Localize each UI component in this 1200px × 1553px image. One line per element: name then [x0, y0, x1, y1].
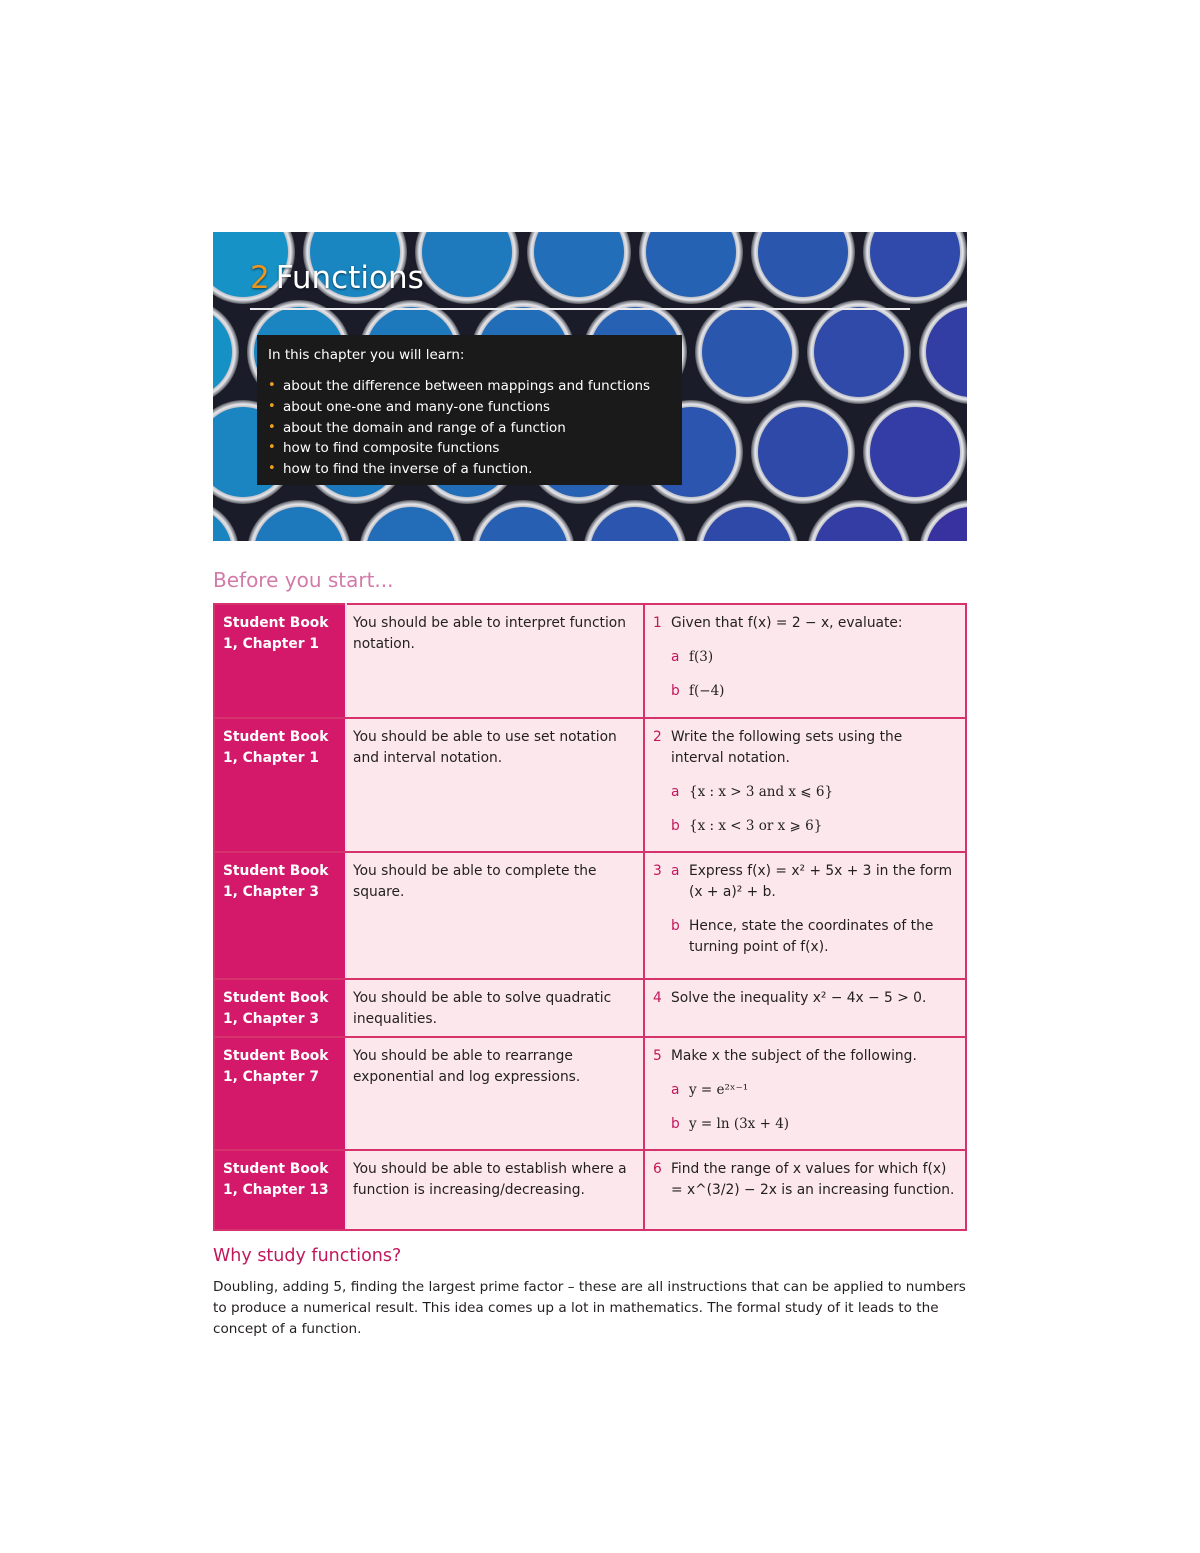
- question-cell: 2 Write the following sets using the interval notation. a {x : x > 3 and x ⩽ 6} b {x : x < 3 or x ⩾ 6}: [644, 718, 966, 852]
- before-you-start-heading: Before you start...: [213, 568, 394, 592]
- table-row: [214, 1037, 966, 1150]
- question-part: Hence, state the coordinates of the turning point of f(x).: [689, 918, 934, 955]
- prerequisites-table: [213, 603, 967, 1231]
- paint-tin-paint: [814, 307, 904, 397]
- skill-cell: You should be able to establish where a function is increasing/decreasing.: [346, 1150, 644, 1230]
- reference-cell: Student Book 1, Chapter 3: [214, 852, 346, 979]
- table-row: [214, 852, 966, 979]
- question-text: Given that f(x) = 2 − x, evaluate:: [671, 615, 903, 631]
- chapter-title: [250, 260, 424, 296]
- question-part: f(−4): [689, 683, 725, 699]
- question-part: y = ln (3x + 4): [689, 1116, 790, 1132]
- table-row: [214, 604, 966, 718]
- question-text: Solve the inequality x² − 4x − 5 > 0.: [671, 990, 927, 1006]
- chapter-title-text: Functions: [275, 260, 424, 296]
- paint-tin-paint: [758, 407, 848, 497]
- reference-cell: Student Book 1, Chapter 7: [214, 1037, 346, 1150]
- objectives-list: [268, 376, 650, 480]
- question-cell: [644, 1150, 966, 1230]
- question-number: 6: [653, 1161, 662, 1177]
- skill-cell: You should be able to rearrange exponential and log expressions.: [346, 1037, 644, 1150]
- skill-cell: You should be able to solve quadratic inequalities.: [346, 979, 644, 1037]
- skill-cell: You should be able to use set notation and interval notation.: [346, 718, 644, 852]
- skill-cell: You should be able to complete the square.: [346, 852, 644, 979]
- question-part: f(3): [689, 649, 714, 665]
- chapter-number: 2: [250, 260, 270, 296]
- table-row: [214, 718, 966, 852]
- bullet-icon: •: [268, 461, 276, 477]
- why-study-paragraph: Doubling, adding 5, finding the largest prime factor – these are all instructions that can be applied to numbers to produce a numerical result. This idea comes up a lot in mathematics. The formal study of it leads to the concept of a function.: [213, 1279, 966, 1337]
- reference-cell: Student Book 1, Chapter 13: [214, 1150, 346, 1230]
- question-cell: 5 Make x the subject of the following. a y = e²ˣ⁻¹ b y = ln (3x + 4): [644, 1037, 966, 1150]
- paint-tin-paint: [870, 407, 960, 497]
- question-part: {x : x < 3 or x ⩾ 6}: [689, 818, 823, 834]
- objective-item: • about the difference between mappings and functions: [268, 376, 650, 397]
- question-cell: [644, 979, 966, 1037]
- bullet-icon: •: [268, 398, 276, 414]
- question-number: 2: [653, 729, 662, 745]
- bullet-icon: •: [268, 378, 276, 393]
- question-number: 1: [653, 615, 662, 631]
- question-text: Make x the subject of the following.: [671, 1048, 917, 1064]
- objectives-intro: In this chapter you will learn:: [268, 347, 465, 363]
- question-text: Write the following sets using the interval notation.: [671, 729, 903, 766]
- objective-item: • how to find the inverse of a function.: [268, 459, 650, 480]
- question-cell: 3 a Express f(x) = x² + 5x + 3 in the form (x + a)² + b. b Hence, state the coordinates of the turning point of f(x).: [644, 852, 966, 979]
- chapter-banner: [213, 232, 967, 541]
- title-rule: [250, 308, 910, 310]
- question-cell: 1 Given that f(x) = 2 − x, evaluate: a f(3) b f(−4): [644, 604, 966, 718]
- question-text: Find the range of x values for which f(x) = x^(3/2) − 2x is an increasing function.: [671, 1161, 955, 1198]
- objective-item: • about one-one and many-one functions: [268, 397, 650, 418]
- bullet-icon: •: [268, 440, 276, 456]
- paint-tin-paint: [702, 307, 792, 397]
- objective-item: • about the domain and range of a function: [268, 418, 650, 439]
- reference-cell: Student Book 1, Chapter 1: [214, 718, 346, 852]
- question-text: Express f(x) = x² + 5x + 3 in the form (x + a)² + b.: [689, 863, 953, 900]
- skill-cell: You should be able to interpret function notation.: [346, 604, 644, 718]
- question-part: y = e²ˣ⁻¹: [689, 1082, 749, 1098]
- bullet-icon: •: [268, 419, 276, 435]
- table-row: [214, 1150, 966, 1230]
- why-study-heading: Why study functions?: [213, 1246, 402, 1266]
- question-number: 5: [653, 1048, 662, 1064]
- question-part: {x : x > 3 and x ⩽ 6}: [689, 784, 834, 800]
- objective-item: • how to find composite functions: [268, 438, 650, 459]
- table-row: [214, 979, 966, 1037]
- learning-objectives-box: [257, 335, 682, 485]
- question-number: 4: [653, 990, 662, 1006]
- reference-cell: Student Book 1, Chapter 1: [214, 604, 346, 718]
- question-number: 3: [653, 863, 662, 879]
- reference-cell: Student Book 1, Chapter 3: [214, 979, 346, 1037]
